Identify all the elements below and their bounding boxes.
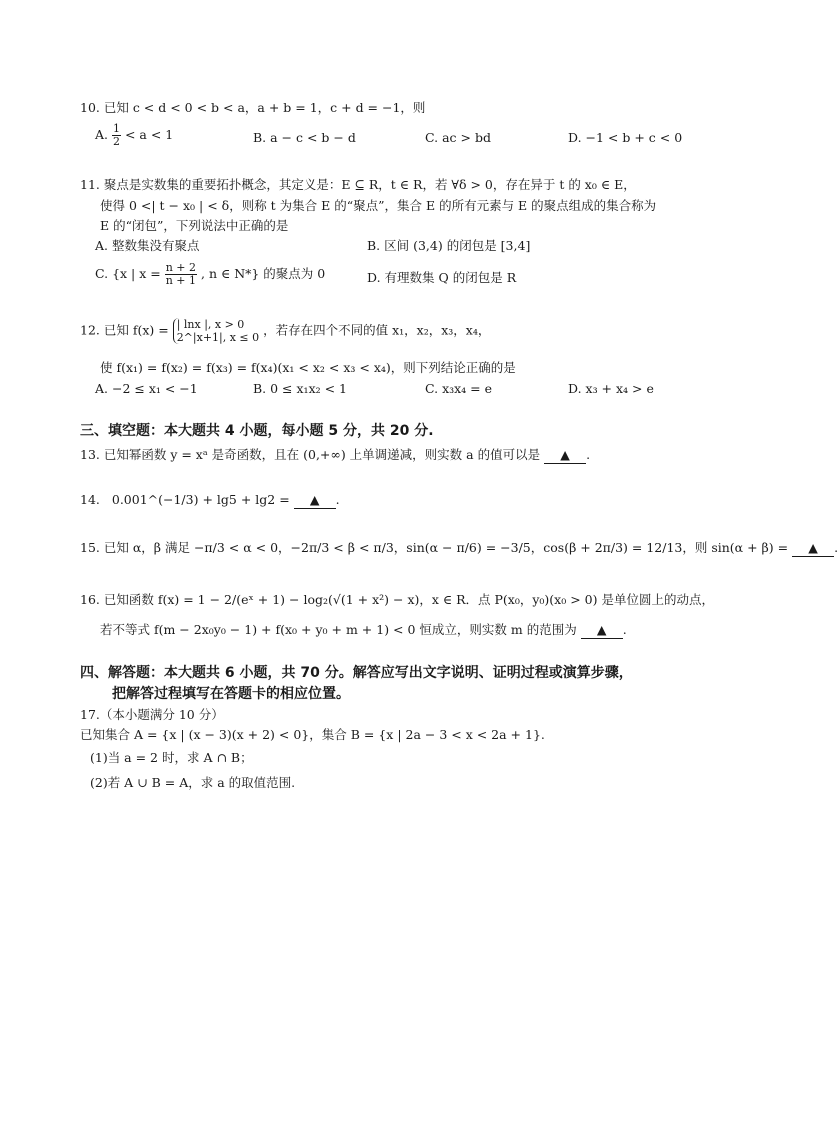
q16-line2 xyxy=(100,622,627,639)
q11-option-c-post: , n ∈ N*} 的聚点为 0 xyxy=(201,266,326,281)
q13-answer-blank: ▲ xyxy=(544,447,586,464)
q16-answer-blank: ▲ xyxy=(581,622,623,639)
q17-part2: (2)若 A ∪ B = A，求 a 的取值范围. xyxy=(90,775,296,790)
q14-answer-blank: ▲ xyxy=(294,492,336,509)
q12-line1 xyxy=(80,318,490,344)
q14 xyxy=(80,492,340,509)
q14-end: . xyxy=(335,492,340,507)
fraction-denominator: n + 1 xyxy=(165,274,197,287)
q12-piecewise xyxy=(173,318,259,344)
q11-option-b: B. 区间 (3,4) 的闭包是 [3,4] xyxy=(367,238,531,253)
q11-line3: E 的“闭包”，下列说法中正确的是 xyxy=(100,218,289,233)
q10-option-a-rest: < a < 1 xyxy=(124,127,174,142)
q17-title: 17.（本小题满分 10 分） xyxy=(80,707,224,722)
q16-line1: 16. 已知函数 f(x) = 1 − 2/(eˣ + 1) − log₂(√(1 + x²) − x)，x ∈ R．点 P(x₀，y₀)(x₀ > 0) 是单位圆上的动点， xyxy=(80,592,714,607)
q15-answer-blank: ▲ xyxy=(792,540,834,557)
q13-text: 13. 已知幂函数 y = xᵃ 是奇函数，且在 (0,+∞) 上单调递减，则实数 a 的值可以是 xyxy=(80,447,541,462)
q16-end: . xyxy=(622,622,627,637)
q11-option-a: A. 整数集没有聚点 xyxy=(95,238,200,253)
fraction-numerator: 1 xyxy=(113,122,120,135)
q12-option-a: A. −2 ≤ x₁ < −1 xyxy=(95,381,198,396)
q12-post: ，若存在四个不同的值 x₁，x₂，x₃，x₄， xyxy=(263,322,491,338)
q12-case1: | lnx |, x > 0 xyxy=(176,318,245,331)
q16-text: 若不等式 f(m − 2x₀y₀ − 1) + f(x₀ + y₀ + m + 1) < 0 恒成立，则实数 m 的范围为 xyxy=(100,622,577,637)
q12-option-c: C. x₃x₄ = e xyxy=(425,381,493,396)
q10-stem: 10. 已知 c < d < 0 < b < a，a + b = 1，c + d = −1，则 xyxy=(80,100,426,115)
q11-line1: 11. 聚点是实数集的重要拓扑概念，其定义是：E ⊆ R，t ∈ R，若 ∀δ > 0，存在异于 t 的 x₀ ∈ E， xyxy=(80,177,636,192)
q14-expression: 0.001^(−1/3) + lg5 + lg2 = xyxy=(111,492,290,507)
q12-option-b: B. 0 ≤ x₁x₂ < 1 xyxy=(253,381,348,396)
q12-pre: 12. 已知 f(x) = xyxy=(80,322,169,338)
fraction-denominator: 2 xyxy=(113,135,120,148)
q13 xyxy=(80,447,590,464)
q17-part1: (1)当 a = 2 时，求 A ∩ B； xyxy=(90,750,253,765)
q10-option-d: D. −1 < b + c < 0 xyxy=(568,130,683,145)
q14-number: 14. xyxy=(80,492,100,507)
q11-line2: 使得 0 <| t − x₀ | < δ，则称 t 为集合 E 的“聚点”，集合 E 的所有元素与 E 的聚点组成的集合称为 xyxy=(100,198,657,213)
q17-line1: 已知集合 A = {x | (x − 3)(x + 2) < 0}，集合 B = {x | 2a − 3 < x < 2a + 1}. xyxy=(80,727,545,742)
q10-option-a-label: A. xyxy=(95,127,109,142)
q12-line2: 使 f(x₁) = f(x₂) = f(x₃) = f(x₄)(x₁ < x₂ < x₃ < x₄)，则下列结论正确的是 xyxy=(100,360,516,375)
q15-text: 15. 已知 α，β 满足 −π/3 < α < 0，−2π/3 < β < π/3，sin(α − π/6) = −3/5，cos(β + 2π/3) = 12/13，则 sin(α + β) = xyxy=(80,540,789,555)
section-4-heading-line2: 把解答过程填写在答题卡的相应位置。 xyxy=(112,686,350,702)
q13-end: . xyxy=(586,447,591,462)
q11-option-d: D. 有理数集 Q 的闭包是 R xyxy=(367,270,517,285)
q10-option-b: B. a − c < b − d xyxy=(253,130,356,145)
q11-option-c-fraction xyxy=(165,262,197,287)
q11-option-c xyxy=(95,262,325,287)
q15 xyxy=(80,540,838,557)
section-3-heading: 三、填空题：本大题共 4 小题，每小题 5 分，共 20 分. xyxy=(80,423,434,439)
q12-case2: 2^|x+1|, x ≤ 0 xyxy=(176,331,260,344)
section-4-heading-line1: 四、解答题：本大题共 6 小题，共 70 分。解答应写出文字说明、证明过程或演算步骤， xyxy=(80,665,633,681)
q10-option-a-fraction xyxy=(112,123,121,148)
q15-end: . xyxy=(834,540,838,555)
fraction-numerator: n + 2 xyxy=(165,261,197,274)
q11-option-c-pre: C. {x | x = xyxy=(95,266,161,281)
q12-option-d: D. x₃ + x₄ > e xyxy=(568,381,654,396)
q10-option-a xyxy=(95,123,173,148)
q10-option-c: C. ac > bd xyxy=(425,130,491,145)
